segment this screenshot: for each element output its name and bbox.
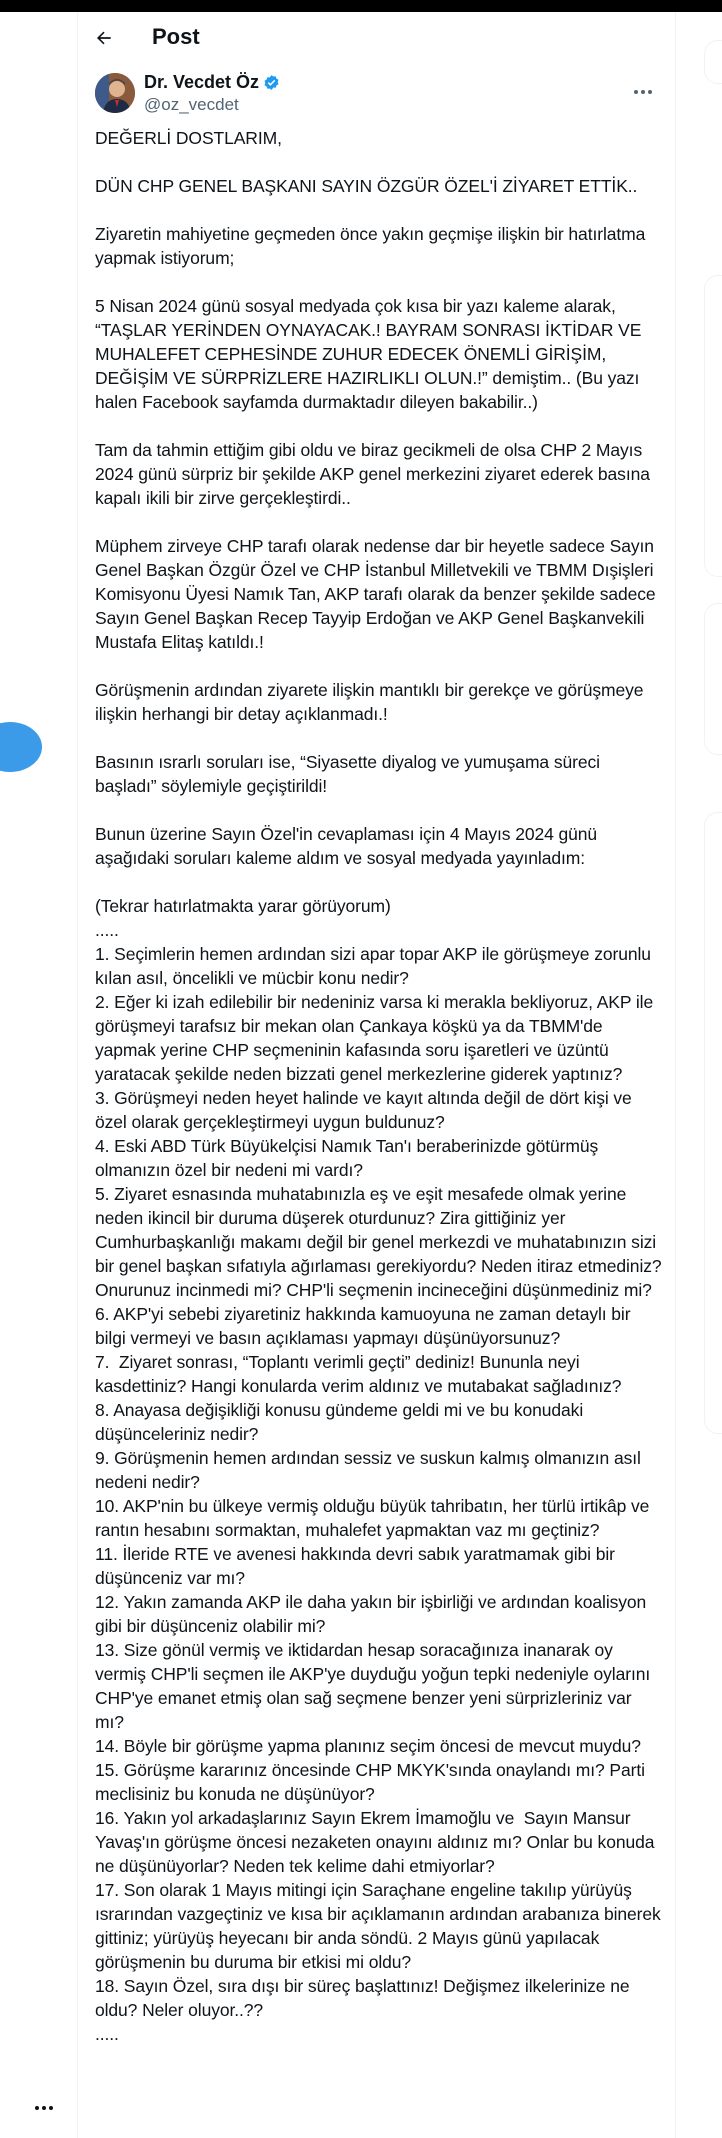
- more-horizontal-icon: [34, 2105, 54, 2111]
- status-bar: [0, 0, 722, 12]
- sidebar-card: [704, 812, 722, 1434]
- left-more-button[interactable]: [34, 2094, 54, 2117]
- page-title: Post: [152, 24, 200, 49]
- sidebar-card: [704, 603, 722, 755]
- arrow-left-icon: [94, 28, 114, 48]
- more-horizontal-icon: [633, 89, 653, 95]
- post-text: DEĞERLİ DOSTLARIM, DÜN CHP GENEL BAŞKANI SAYIN ÖZGÜR ÖZEL'İ ZİYARET ETTİK.. Ziyaretin mahiyetine geçmeden önce yakın geçmişe ilişkin bir hatırlatma yapmak istiyorum; 5 Nisan 2024 günü sosyal medyada çok kısa bir yazı kaleme alarak, “TAŞLAR YERİNDEN OYNAYACAK.! BAYRAM SONRASI İKTİDAR VE MUHALEFET CEPHESİNDE ZUHUR EDECEK ÖNEMLİ GİRİŞİM, DEĞİŞİM VE SÜRPRİZLERE HAZIRLIKLI OLUN.!” demiştim.. (Bu yazı halen Facebook sayfamda durmaktadır dileyen bakabilir..) Tam da tahmin ettiğim gibi oldu ve biraz gecikmeli de olsa CHP 2 Mayıs 2024 günü sürpriz bir şekilde AKP genel merkezini ziyaret ederek basına kapalı ikili bir zirve gerçekleştirdi.. Müphem zirveye CHP tarafı olarak nedense dar bir heyetle sadece Sayın Genel Başkan Özgür Özel ve CHP İstanbul Milletvekili ve TBMM Dışişleri Komisyonu Üyesi Namık Tan, AKP tarafı olarak da benzer şekilde sadece Sayın Genel Başkan Recep Tayyip Erdoğan ve AKP Genel Başkanvekili Mustafa Elitaş katıldı.! Görüşmenin ardından ziyarete ilişkin mantıklı bir gerekçe ve görüşmeye ilişkin herhangi bir detay açıklanmadı.! Basının ısrarlı soruları ise, “Siyasette diyalog ve yumuşama süreci başladı” söylemiyle geçiştirildi! Bunun üzerine Sayın Özel'in cevaplaması için 4 Mayıs 2024 günü aşağıdaki soruları kaleme aldım ve sosyal medyada yayınladım: (Tekrar hatırlatmakta yarar görüyorum) ..... 1. Seçimlerin hemen ardından sizi apar topar AKP ile görüşmeye zorunlu kılan asıl, öncelikli ve mücbir konu nedir? 2. Eğer ki izah edilebilir bir nedeniniz varsa ki merakla bekliyoruz, AKP ile görüşmeyi tarafsız bir mekan olan Çankaya köşkü ya da TBMM'de yapmak yerine CHP seçmeninin kafasında soru işaretleri ve üzüntü yaratacak şekilde neden bizzati genel merkezlerine giderek yaptınız? 3. Görüşmeyi neden heyet halinde ve kayıt altında değil de dört kişi ve özel olarak gerçekleştirmeyi uygun buldunuz? 4. Eski ABD Türk Büyükelçisi Namık Tan'ı beraberinizde götürmüş olmanızın özel bir nedeni mi vardı? 5. Ziyaret esnasında muhatabınızla eş ve eşit mesafede olmak yerine neden ikincil bir duruma düşerek oturdunuz? Zira gittiğiniz yer Cumhurbaşkanlığı makamı değil bir genel merkezdi ve muhatabınızın sizi bir genel başkan sıfatıyla ağırlaması gerekiyordu? Neden itiraz etmediniz? Onurunuz incinmedi mi? CHP'li seçmenin incineceğini düşünmediniz mi? 6. AKP'yi sebebi ziyaretiniz hakkında kamuoyuna ne zaman detaylı bir bilgi vermeyi ve basın açıklaması yapmayı düşünüyorsunuz? 7. Ziyaret sonrası, “Toplantı verimli geçti” dediniz! Bununla neyi kasdettiniz? Hangi konularda verim aldınız ve mutabakat sağladınız? 8. Anayasa değişikliği konusu gündeme geldi mi ve bu konudaki düşünceleriniz nedir? 9. Görüşmenin hemen ardından sessiz ve suskun kalmış olmanızın asıl nedeni nedir? 10. AKP'nin bu ülkeye vermiş olduğu büyük tahribatın, her türlü irtikâp ve rantın hesabını sormaktan, muhalefet yapmaktan vaz mı geçtiniz? 11. İleride RTE ve avenesi hakkında devri sabık yaratmamak gibi bir düşünceniz var mı? 12. Yakın zamanda AKP ile daha yakın bir işbirliği ve ardından koalisyon gibi bir düşünceniz olabilir mi? 13. Size gönül vermiş ve iktidardan hesap soracağınıza inanarak oy vermiş CHP'li seçmen ile AKP'ye duyduğu yoğun tepki nedeniyle oylarını CHP'ye emanet etmiş olan sağ seçmene benzer yeni sürprizleriniz var mı? 14. Böyle bir görüşme yapma planınız seçim öncesi de mevcut muydu? 15. Görüşme kararınız öncesinde CHP MKYK'sında onaylandı mı? Parti meclisiniz bu konuda ne düşünüyor? 16. Yakın yol arkadaşlarınız Sayın Ekrem İmamoğlu ve Sayın Mansur Yavaş'ın görüşme öncesi nezaketen onayını aldınız mı? Onlar bu konuda ne düşünüyorlar? Neden tek kelime dahi etmiyorlar? 17. Son olarak 1 Mayıs mitingi için Saraçhane engeline takılıp yürüyüş ısrarından vazgeçtiniz ve kısa bir açıklamanın ardından arabanıza binerek gittiniz; yürüyüş heyecanı bir anda söndü. 2 Mayıs günü yapılacak görüşmenin bu duruma bir etkisi mi oldu? 18. Sayın Özel, sıra dışı bir süreç başlattınız! Değişmez ilkelerinize ne oldu? Neler oluyor..?? .....: [95, 128, 662, 2044]
- post-column: [77, 12, 676, 2138]
- sidebar-card: [704, 275, 722, 577]
- back-button[interactable]: [88, 22, 120, 54]
- sidebar-search-card[interactable]: [704, 40, 722, 84]
- more-options-button[interactable]: [628, 82, 658, 102]
- author-name-text: Dr. Vecdet Öz: [144, 72, 260, 92]
- author-name[interactable]: [144, 70, 280, 94]
- avatar[interactable]: [95, 73, 135, 113]
- author-handle[interactable]: @oz_vecdet: [144, 95, 239, 114]
- avatar-image: [95, 73, 135, 113]
- post-header: [78, 12, 675, 62]
- verified-badge-icon: [263, 74, 280, 91]
- floating-compose-button[interactable]: [0, 722, 42, 772]
